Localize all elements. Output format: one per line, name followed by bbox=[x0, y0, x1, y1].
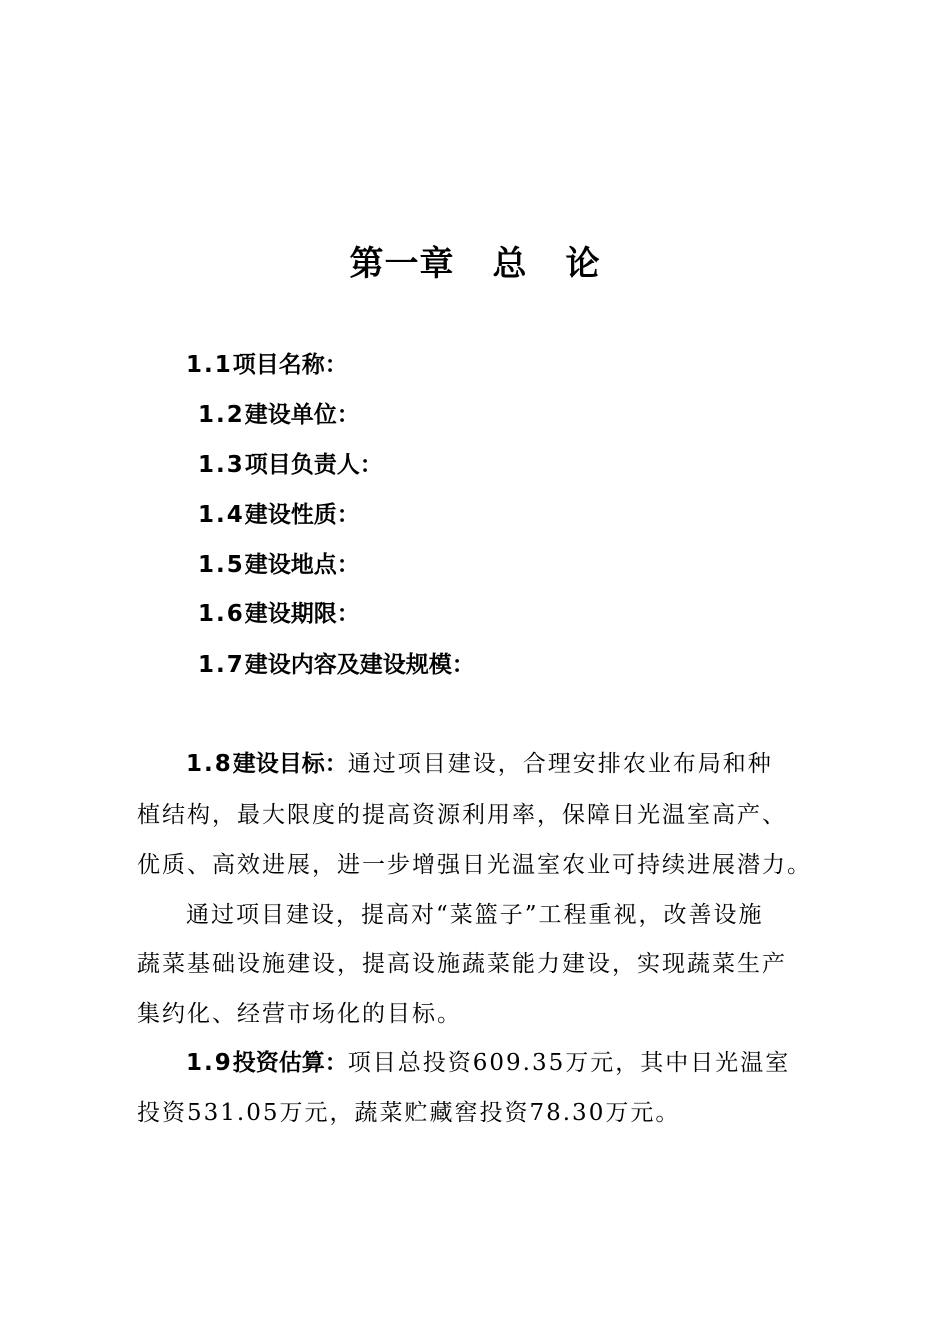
heading-project-leader bbox=[198, 446, 383, 479]
goal-para2-line-1: 通过项目建设，提高对“菜篮子”工程重视，改善设施 bbox=[186, 902, 764, 928]
goal-number: 1.8 bbox=[186, 751, 233, 777]
heading-label: 项目名称： bbox=[232, 352, 348, 378]
heading-construction-content bbox=[198, 646, 475, 679]
chapter-title-main: 第一章 bbox=[349, 244, 455, 284]
heading-label: 建设单位： bbox=[244, 402, 360, 428]
goal-para2-line-2: 蔬菜基础设施建设，提高设施蔬菜能力建设，实现蔬菜生产 bbox=[137, 951, 787, 977]
heading-project-name bbox=[186, 346, 348, 379]
heading-label: 建设性质： bbox=[244, 502, 360, 528]
goal-line-1 bbox=[186, 745, 773, 778]
heading-construction-site bbox=[198, 546, 360, 579]
chapter-title bbox=[0, 236, 950, 285]
investment-line-1 bbox=[186, 1044, 790, 1077]
heading-number: 1.5 bbox=[198, 552, 245, 578]
investment-number: 1.9 bbox=[186, 1050, 233, 1076]
heading-number: 1.2 bbox=[198, 402, 245, 428]
heading-number: 1.6 bbox=[198, 601, 245, 627]
heading-label: 建设地点： bbox=[244, 552, 360, 578]
investment-line-2: 投资531.05万元，蔬菜贮藏窖投资78.30万元。 bbox=[137, 1100, 681, 1126]
chapter-title-word-2: 论 bbox=[565, 244, 601, 284]
heading-number: 1.4 bbox=[198, 502, 245, 528]
heading-construction-nature bbox=[198, 496, 360, 529]
heading-label: 建设内容及建设规模： bbox=[244, 652, 475, 678]
goal-text: 通过项目建设，合理安排农业布局和种 bbox=[347, 751, 773, 777]
goal-label: 建设目标： bbox=[232, 751, 348, 777]
goal-line-3: 优质、高效进展，进一步增强日光温室农业可持续进展潜力。 bbox=[137, 852, 812, 878]
heading-construction-unit bbox=[198, 396, 360, 429]
heading-construction-period bbox=[198, 595, 360, 628]
goal-line-2: 植结构，最大限度的提高资源利用率，保障日光温室高产、 bbox=[137, 802, 787, 828]
goal-para2-line-3: 集约化、经营市场化的目标。 bbox=[137, 1001, 462, 1027]
heading-label: 建设期限： bbox=[244, 601, 360, 627]
investment-text: 项目总投资609.35万元，其中日光温室 bbox=[347, 1050, 791, 1076]
heading-number: 1.3 bbox=[198, 452, 245, 478]
heading-label: 项目负责人： bbox=[244, 452, 383, 478]
heading-number: 1.7 bbox=[198, 652, 245, 678]
heading-number: 1.1 bbox=[186, 352, 233, 378]
investment-label: 投资估算： bbox=[232, 1050, 348, 1076]
chapter-title-word-1: 总 bbox=[492, 244, 528, 284]
